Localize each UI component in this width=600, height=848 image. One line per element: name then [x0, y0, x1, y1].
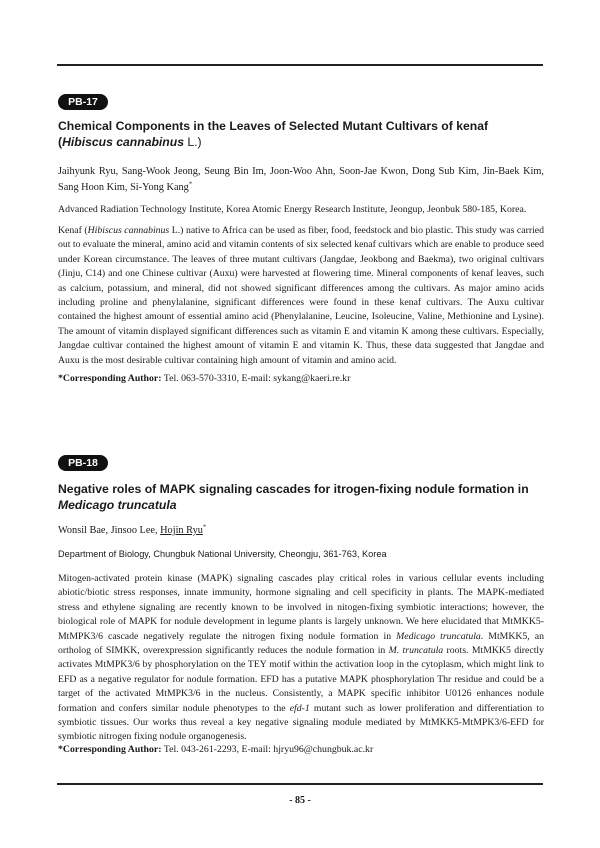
abstract-species: M. truncatula — [388, 645, 444, 657]
abstract-text: Mitogen-activated protein kinase (MAPK) signaling cascades play critical roles in various cellular events including abiotic/biotic stress responses, innate immunity, hormone signaling and cell specificity in plants. The MAPK-mediated stress and ethylene signaling are recently known to be involved in nitogen-fixing symbiotic interactions; however, the biological role of MAPK for nodule development in legume plants is largely unknown. We here elucidated that MtMKK5-MtMPK3/6 cascade negatively regulate the nitrogen fixing nodule formation in — [58, 573, 544, 642]
corresponding-author-name: Hojin Ryu — [160, 525, 203, 536]
abstract-text: mutant such as lower proliferation and differentiation to symbiotic tissues. Our works thus reveal a key negative signaling module mediated by MtMKK5-MtMPK3/6-EFD for symbiotic nitrogen fixing nodule organogenesis. — [58, 702, 544, 743]
author-list-pb17 — [58, 164, 544, 196]
affiliation-pb18: Department of Biology, Chungbuk National University, Cheongju, 361-763, Korea — [58, 549, 387, 559]
corresponding-mark: * — [202, 523, 207, 531]
abstract-species: Medicago truncatula — [396, 630, 481, 642]
abstract-title-pb17 — [58, 118, 548, 150]
abstract-text: roots. MtMKK5 directly activates MtMPK3/6 by phosphorylation on the TEY motif within the activation loop in the cytoplasm, which might link to EFD as a negative regulator for nodule formation. EFD has a putative MAPK phosphorylation Thr residue and could be a target of the activated MtMPK3/6 in the nucleus. Consistently, a MAPK specific inhibitor U0126 enhances nodule formation and confers similar nodule phenotypes to the — [58, 645, 544, 714]
bottom-rule — [57, 783, 543, 785]
author-names: Jaihyunk Ryu, Sang-Wook Jeong, Seung Bin Im, Joon-Woo Ahn, Soon-Jae Kwon, Dong Sub Kim, Jin-Baek Kim, Sang Hoon Kim, Si-Yong Kang — [58, 166, 544, 193]
abstract-body-pb17 — [58, 224, 544, 368]
corresponding-label: *Corresponding Author: — [58, 373, 162, 384]
author-names: Wonsil Bae, Jinsoo Lee, — [58, 525, 161, 536]
corresponding-contact: Tel. 063-570-3310, E-mail: sykang@kaeri.re.kr — [161, 373, 351, 384]
title-main-text: Negative roles of MAPK signaling cascades for itrogen-fixing nodule formation in — [58, 482, 529, 496]
title-species: Medicago truncatula — [58, 498, 177, 512]
author-list-pb18 — [58, 523, 544, 539]
abstract-text: . MtMKK5, an ortholog of SIMKK, overexpression significantly reduces the nodule formation in — [58, 630, 544, 657]
abstract-mutant: efd-1 — [289, 702, 310, 714]
title-main-text: Chemical Components in the Leaves of Selected Mutant Cultivars of kenaf — [58, 119, 489, 133]
title-paren: ( — [58, 135, 63, 149]
corresponding-author-pb18 — [58, 743, 544, 756]
abstract-title-pb18 — [58, 481, 548, 513]
abstract-body-pb18 — [58, 572, 544, 745]
title-species-author: L.) — [183, 135, 202, 149]
corresponding-author-pb17 — [58, 372, 544, 385]
corresponding-label: *Corresponding Author: — [58, 744, 162, 755]
abstract-species: Hibiscus cannabinus — [87, 225, 170, 236]
abstract-badge-pb18: PB-18 — [58, 455, 108, 471]
top-rule — [57, 64, 543, 66]
abstract-badge-pb17: PB-17 — [58, 94, 108, 110]
abstract-text: Kenaf ( — [58, 225, 88, 236]
page-number: - 85 - — [289, 795, 311, 806]
abstract-text: L.) native to Africa can be used as fiber, food, feedstock and bio plastic. This study was carried out to evaluate the mineral, amino acid and vitamin contents of six selected kenaf cultivars which are enable to produce seed under Korean circumstance. The leaves of three mutant cultivars (Jangdae, Jeokbong and Baekma), two original cultivars (Jinju, C14) and one Chinese cultivar (Auxu) were harvested at flowering time. Mineral components of kenaf leaves, such as calcium, potassium, and mineral, did not showed significant differences among the cultivars. As major amino acids including proline and phenylalanine, significant differences were found in these kenaf cultivars. The Auxu cultivar contained the highest amount of essential amino acid (Phenylalanine, Leucine, Isoleucine, Valine, Methionine and Lysine). The amount of vitamin displayed significant differences such as vitamin E and vitamin K among these cultivars. Especially, Jangdae cultivar contained the highest amount of vitamin E and vitamin K. Thus, these data suggested that Jangdae and Auxu is the most desirable cultivar containing high amount of vitamin and amino acid. — [58, 225, 544, 366]
corresponding-mark: * — [188, 180, 193, 188]
affiliation-pb17: Advanced Radiation Technology Institute, Korea Atomic Energy Research Institute, Jeongup, Jeonbuk 580-185, Korea. — [58, 204, 527, 215]
title-species: Hibiscus cannabinus — [62, 135, 184, 149]
corresponding-contact: Tel. 043-261-2293, E-mail: hjryu96@chungbuk.ac.kr — [161, 744, 374, 755]
